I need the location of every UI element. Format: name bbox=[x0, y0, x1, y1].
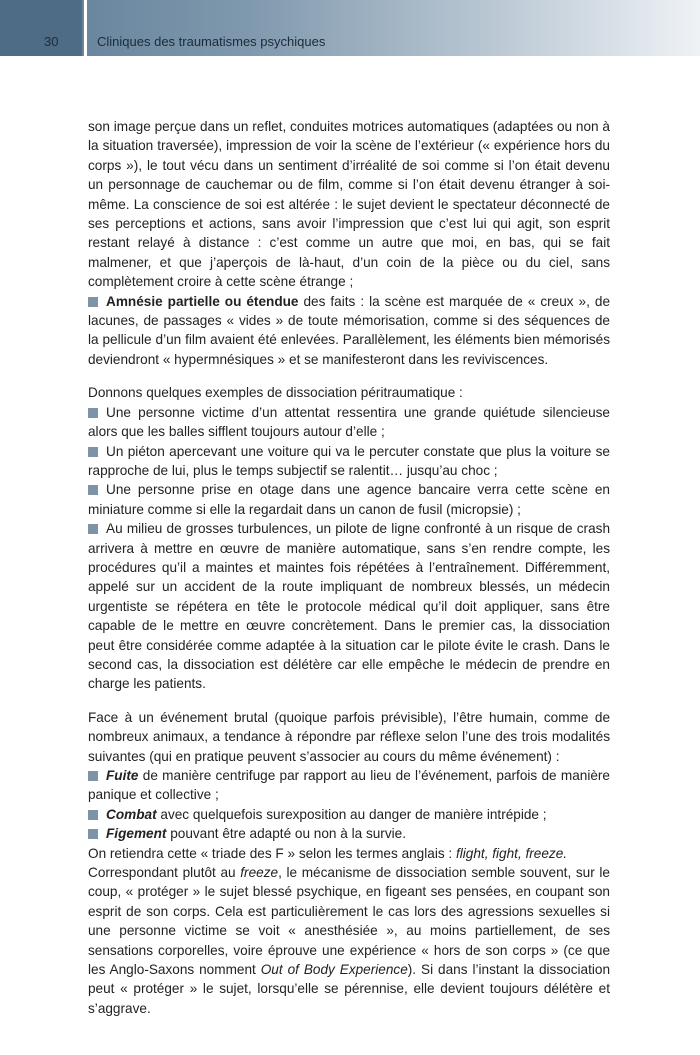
bullet-amnesie bbox=[88, 292, 610, 370]
paragraph-reflexes: Face à un événement brutal (quoique parfois prévisible), l’être humain, comme de nombreux animaux, a tendance à répondre par réflexe selon l’une des trois modalités suivantes (qui en pratique peuvent s’associer au cours du même événement) : bbox=[88, 709, 610, 764]
example-item bbox=[88, 442, 610, 481]
paragraph-continuation: son image perçue dans un reflet, conduites motrices automatiques (adaptées ou non à la situation traversée), impression de voir la scène de l’extérieur (« expérience hors du corps »), le tout vécu dans un sentiment d’irréalité de soi comme si l’on était devenu un personnage de cauchemar ou de film, comme si l’on était devenu étranger à soi-même. La conscience de soi est altérée : le sujet devient le spectateur déconnecté de ses perceptions et actions, sans avoir l’impression que c’est lui qui agit, son esprit restant relayé à distance : c’est comme un autre que moi, en bas, qui se fait malmener, et que j’aperçois de là-haut, d’un coin de la pièce ou du ciel, sans complètement croire à cette scène étrange ; bbox=[88, 119, 610, 290]
oobe-term: Out of Body Experience bbox=[260, 962, 408, 978]
paragraph-freeze bbox=[88, 863, 610, 1018]
page-body bbox=[88, 117, 610, 1018]
paragraph-examples-intro: Donnons quelques exemples de dissociation péritraumatique : bbox=[88, 385, 463, 401]
square-bullet-icon bbox=[88, 485, 98, 495]
paragraph-triade bbox=[88, 844, 610, 863]
square-bullet-icon bbox=[88, 524, 98, 534]
running-header bbox=[0, 0, 700, 56]
square-bullet-icon bbox=[88, 408, 98, 418]
square-bullet-icon bbox=[88, 447, 98, 457]
example-text: Une personne prise en otage dans une agence bancaire verra cette scène en miniature comme si elle la regardait dans un canon de fusil (micropsie) ; bbox=[88, 482, 610, 517]
header-separator bbox=[84, 0, 87, 56]
bullet-text: des faits : la scène est marquée de « creux », de lacunes, de passages « vides » de toute mémorisation, comme si des séquences de la pellicule d’un film avaient été enlevées. Parallèlement, les éléments bien mémorisés deviendront « hypermnésiques » et se manifesteront dans les reviviscences. bbox=[88, 293, 611, 367]
reflex-term: Combat bbox=[106, 806, 157, 822]
reflex-term: Fuite bbox=[106, 768, 139, 783]
page-number: 30 bbox=[44, 34, 59, 49]
reflex-text: pouvant être adapté ou non à la survie. bbox=[166, 826, 406, 842]
reflex-text: avec quelquefois surexposition au danger de manière intrépide ; bbox=[156, 806, 547, 822]
example-text: Un piéton apercevant une voiture qui va le percuter constate que plus la voiture se rapproche de lui, plus le temps subjectif se ralentit… jusqu’au choc ; bbox=[88, 443, 610, 478]
freeze-text-c: ). Si dans l’instant la dissociation peut « protéger » le sujet, lorsqu’elle se pérennise, elle devient toujours délétère et s’aggrave. bbox=[88, 962, 611, 1016]
running-title: Cliniques des traumatismes psychiques bbox=[97, 34, 326, 49]
freeze-text-a: Correspondant plutôt au bbox=[88, 865, 241, 881]
triade-text: On retiendra cette « triade des F » selon les termes anglais : bbox=[88, 845, 456, 861]
reflex-term: Figement bbox=[106, 826, 167, 842]
reflex-item bbox=[88, 824, 610, 843]
freeze-text-b: , le mécanisme de dissociation semble souvent, sur le coup, « protéger » le sujet blessé psychique, en figeant ses pensées, en coupant son esprit de son corps. Cela est particulièrement le cas lors des agressions sexuelles si une personne victime se voit « anesthésiée », au moins partiellement, de ses sensations corporelles, voire éprouve une expérience « hors de son corps » (ce que les Anglo-Saxons nomment bbox=[88, 865, 610, 978]
reflex-text: de manière centrifuge par rapport au lieu de l’événement, parfois de manière panique et collective ; bbox=[88, 768, 610, 803]
example-text: Une personne victime d’un attentat ressentira une grande quiétude silencieuse alors que les balles sifflent toujours autour d’elle ; bbox=[88, 404, 610, 440]
page-number-box bbox=[0, 0, 82, 56]
example-text: Au milieu de grosses turbulences, un pilote de ligne confronté à un risque de crash arrivera à mettre en œuvre de manière automatique, sans s’en rendre compte, les procédures qu’il a maintes et maintes fois répétées à l’entraînement. Différemment, appelé sur un accident de la route impliquant de nombreux blessés, un médecin urgentiste se répétera en tête le protocole médical qu’il doit appliquer, sans être capable de le mettre en œuvre concrètement. Dans le premier cas, la dissociation peut être considérée comme adaptée à la situation car le pilote évite le crash. Dans le second cas, la dissociation est délétère car elle empêche le médecin de prendre en charge les patients. bbox=[88, 521, 610, 692]
example-item bbox=[88, 403, 610, 442]
bullet-term: Amnésie partielle ou étendue bbox=[106, 293, 299, 309]
square-bullet-icon bbox=[88, 771, 98, 781]
reflex-item bbox=[88, 805, 610, 824]
square-bullet-icon bbox=[88, 297, 98, 307]
example-item bbox=[88, 480, 610, 519]
square-bullet-icon bbox=[88, 810, 98, 820]
square-bullet-icon bbox=[88, 829, 98, 839]
reflex-item bbox=[88, 766, 610, 805]
freeze-term: freeze bbox=[240, 865, 279, 881]
example-item bbox=[88, 519, 610, 694]
triade-terms: flight, fight, freeze. bbox=[455, 845, 568, 861]
